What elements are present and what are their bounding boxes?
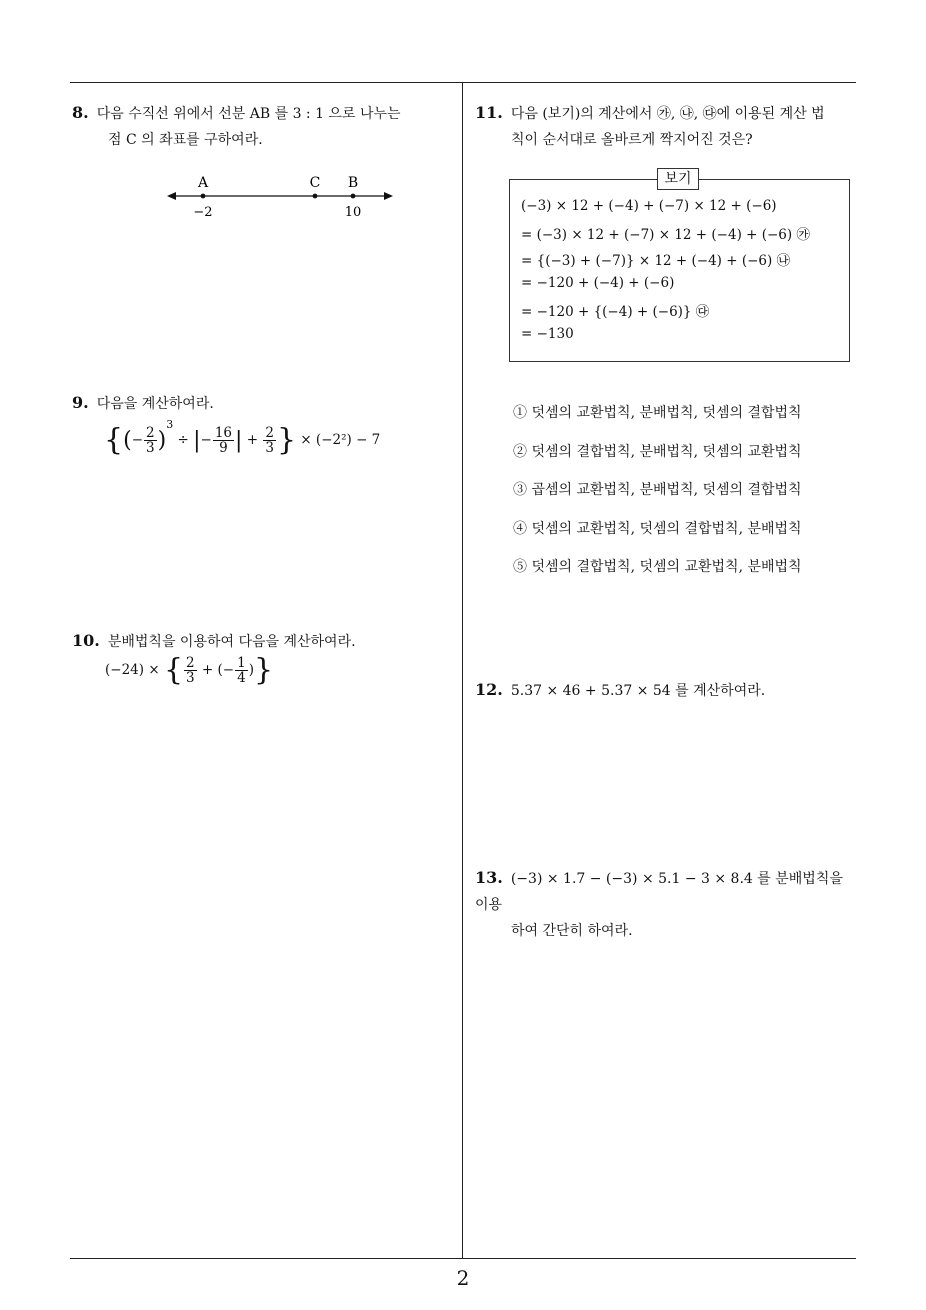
answer-option-1[interactable]: ① 덧셈의 교환법칙, 분배법칙, 덧셈의 결합법칙 (513, 405, 802, 421)
answer-option-4[interactable]: ④ 덧셈의 교환법칙, 덧셈의 결합법칙, 분배법칙 (513, 521, 802, 537)
example-line: = (−3) × 12 + (−7) × 12 + (−4) + (−6) ㉮ (521, 227, 810, 243)
fraction: $\frac{2}{3}$ (265, 425, 274, 456)
question-text-cont: 하여 간단히 하여라. (511, 923, 633, 939)
example-line: (−3) × 12 + (−4) + (−7) × 12 + (−6) (521, 198, 777, 214)
example-line: = −120 + {(−4) + (−6)} ㉰ (521, 304, 710, 320)
exponent: 3 (166, 418, 174, 431)
question-10 (72, 628, 457, 655)
fraction: $\frac{16}{9}$ (214, 425, 233, 456)
tick-a-value: −2 (193, 205, 213, 220)
fraction: $\frac{2}{3}$ (146, 425, 155, 456)
question-text: 5.37 × 46 + 5.37 × 54 를 계산하여라. (510, 683, 766, 699)
question-number: 9. (72, 393, 89, 412)
point-b-label: B (347, 175, 359, 191)
q9-expression: {(− $\frac{2}{3}$ )$^3$ ÷ |− $\frac{16}{9}$ | + $\frac{2}{3}$ } × (−2²) − 7 (104, 418, 381, 458)
question-text: 다음을 계산하여라. (96, 396, 214, 412)
question-number: 10. (72, 631, 100, 650)
question-9 (72, 390, 457, 417)
example-line: = −130 (521, 326, 574, 342)
fraction: $\frac{2}{3}$ (186, 655, 195, 686)
point-a-label: A (197, 175, 209, 191)
question-text: 다음 수직선 위에서 선분 AB 를 3 : 1 으로 나누는 (96, 106, 401, 122)
bottom-rule (70, 1258, 856, 1259)
answer-option-2[interactable]: ② 덧셈의 결합법칙, 분배법칙, 덧셈의 교환법칙 (513, 444, 802, 460)
fraction: $\frac{1}{4}$ (237, 655, 246, 686)
question-12 (475, 677, 860, 704)
point-c-label: C (309, 175, 321, 191)
question-11 (475, 100, 860, 153)
question-number: 13. (475, 868, 503, 887)
answer-option-5[interactable]: ⑤ 덧셈의 결합법칙, 덧셈의 교환법칙, 분배법칙 (513, 559, 802, 575)
question-text: 다음 (보기)의 계산에서 ㉮, ㉯, ㉰에 이용된 계산 법 (510, 106, 825, 122)
example-line: = {(−3) + (−7)} × 12 + (−4) + (−6) ㉯ (521, 253, 791, 269)
q10-expression: (−24) × { $\frac{2}{3}$ + (− $\frac{1}{4}$ )} (105, 652, 274, 688)
example-box-title: 보기 (657, 168, 699, 190)
number-line (165, 170, 395, 226)
question-text: (−3) × 1.7 − (−3) × 5.1 − 3 × 8.4 를 분배법칙을 이용 (475, 871, 843, 913)
page-number: 2 (456, 1266, 470, 1290)
question-13 (475, 865, 860, 944)
question-text-cont: 점 C 의 좌표를 구하여라. (108, 132, 263, 148)
question-number: 12. (475, 680, 503, 699)
example-line: = −120 + (−4) + (−6) (521, 275, 675, 291)
answer-option-3[interactable]: ③ 곱셈의 교환법칙, 분배법칙, 덧셈의 결합법칙 (513, 482, 802, 498)
question-number: 8. (72, 103, 89, 122)
tick-b-value: 10 (344, 205, 362, 220)
question-number: 11. (475, 103, 503, 122)
column-divider (462, 83, 463, 1259)
top-rule (70, 82, 856, 83)
question-text: 분배법칙을 이용하여 다음을 계산하여라. (107, 634, 356, 650)
question-text-cont: 칙이 순서대로 올바르게 짝지어진 것은? (511, 132, 753, 148)
question-8 (72, 100, 457, 153)
